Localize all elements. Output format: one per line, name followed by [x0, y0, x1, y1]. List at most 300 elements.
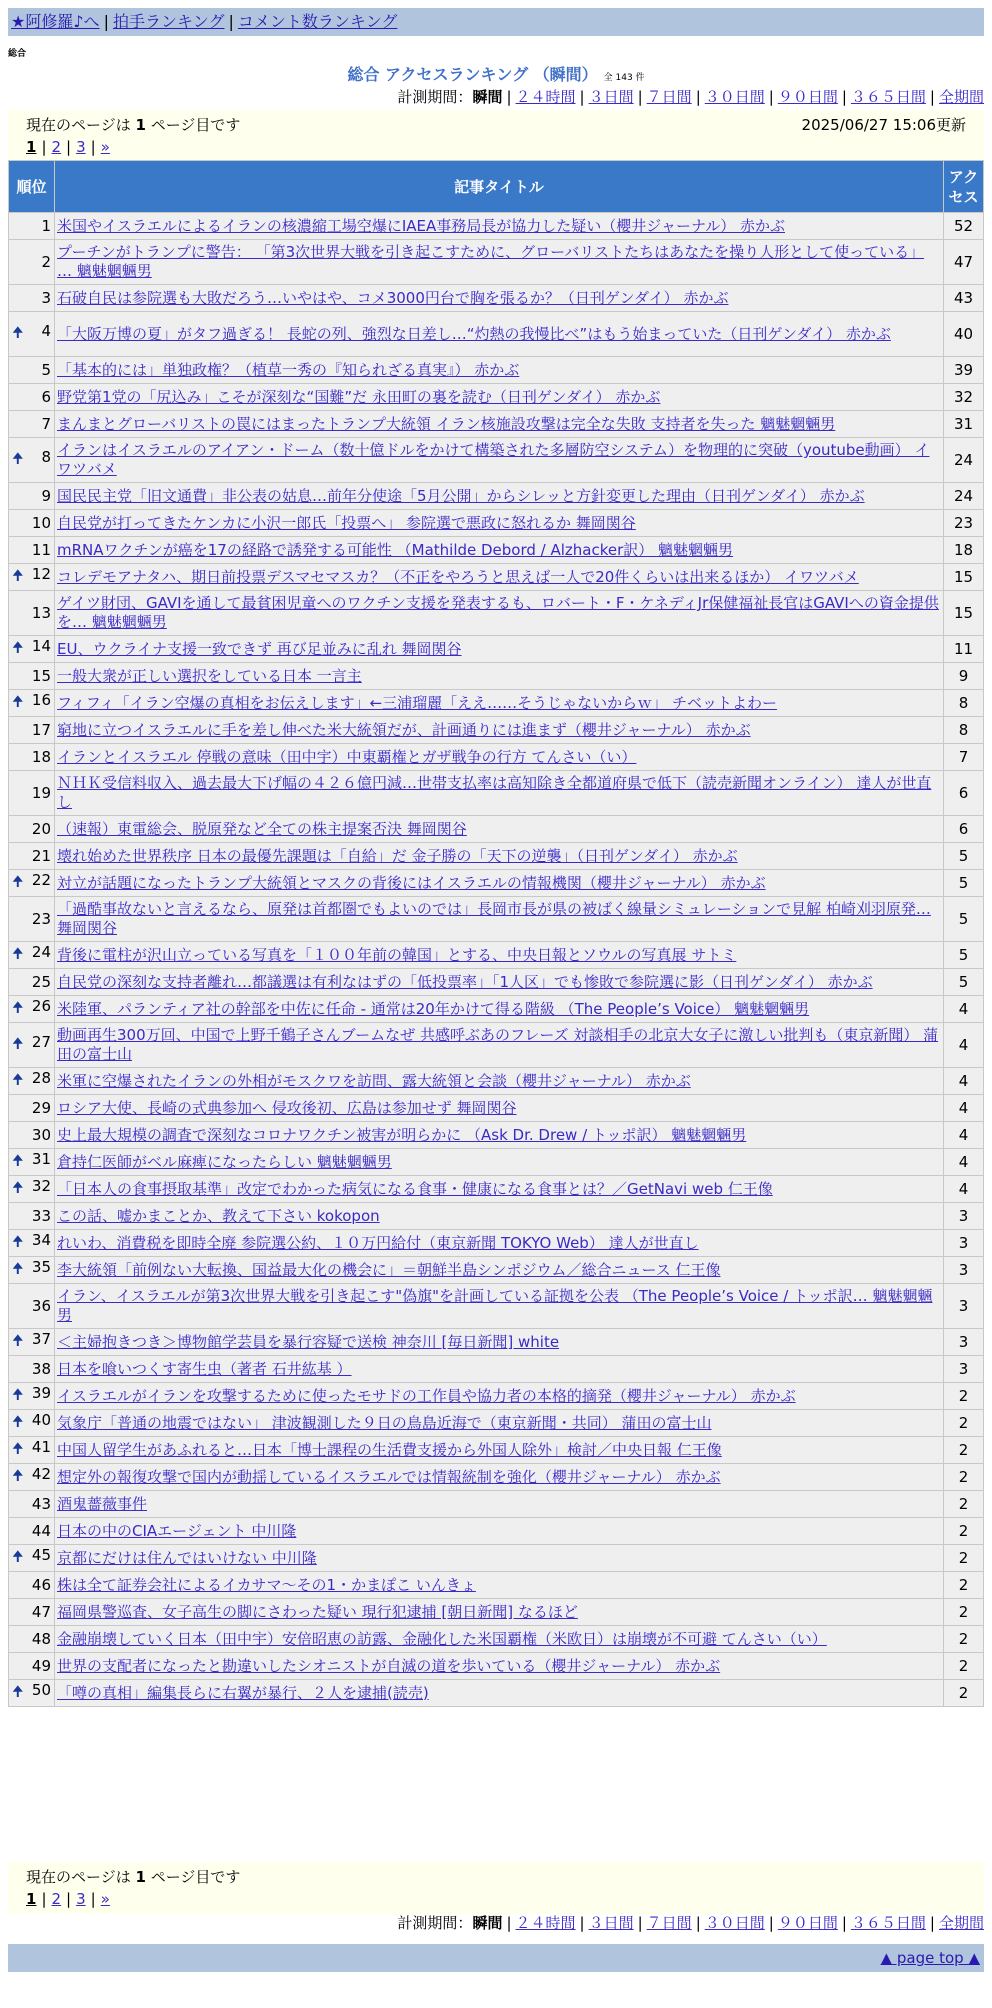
- rank-number: 17: [31, 721, 51, 739]
- period-option-link[interactable]: ３６５日間: [850, 1914, 926, 1932]
- rank-cell: [9, 438, 55, 483]
- access-count: 2: [944, 1545, 984, 1572]
- current-page-number: 1: [135, 1868, 146, 1886]
- title-cell: [55, 1023, 944, 1068]
- up-arrow-icon: 🠉: [12, 451, 24, 467]
- rank-number: 30: [31, 1126, 51, 1144]
- access-count: 2: [944, 1572, 984, 1599]
- access-count: 15: [944, 564, 984, 591]
- title-cell: [55, 816, 944, 843]
- access-count: 5: [944, 843, 984, 870]
- rank-cell: [9, 663, 55, 690]
- rank-cell: [9, 1230, 55, 1257]
- ranking-count: 全 143 件: [603, 73, 645, 83]
- table-row: [9, 1437, 984, 1464]
- up-arrow-icon: 🠉: [12, 1000, 24, 1016]
- table-row: [9, 591, 984, 636]
- title-cell: [55, 564, 944, 591]
- rank-cell: [9, 1572, 55, 1599]
- article-link[interactable]: 世界の支配者になったと勘違いしたシオニストが自滅の道を歩いている（櫻井ジャーナル） 赤かぶ: [57, 1656, 721, 1675]
- up-arrow-icon: 🠉: [12, 874, 24, 890]
- rank-cell: [9, 1284, 55, 1329]
- table-row: [9, 537, 984, 564]
- access-count: 4: [944, 1068, 984, 1095]
- rank-number: 28: [31, 1069, 51, 1087]
- up-arrow-icon: 🠉: [12, 1441, 24, 1457]
- article-link[interactable]: 想定外の報復攻撃で国内が動揺しているイスラエルでは情報統制を強化（櫻井ジャーナル） 赤かぶ: [57, 1467, 721, 1486]
- up-arrow-icon: 🠉: [12, 325, 24, 341]
- article-link[interactable]: イラン、イスラエルが第3次世界大戦を引き起こす"偽旗"を計画している証拠を公表 （The People’s Voice / トッポ訳… 魑魅魍魎男: [57, 1287, 933, 1324]
- rank-number: 43: [31, 1495, 51, 1513]
- access-count: 52: [944, 213, 984, 240]
- article-link[interactable]: 日本を喰いつくす寄生虫（著者 石井紘基 ）: [57, 1359, 352, 1378]
- nav-link-comment-ranking[interactable]: コメント数ランキング: [237, 12, 398, 31]
- up-arrow-icon: 🠉: [12, 1234, 24, 1250]
- access-count: 9: [944, 663, 984, 690]
- access-count: 2: [944, 1653, 984, 1680]
- access-count: 3: [944, 1356, 984, 1383]
- access-count: 24: [944, 483, 984, 510]
- page-current: 1: [26, 1890, 37, 1908]
- access-count: 39: [944, 357, 984, 384]
- article-link[interactable]: 「過酷事故ないと言えるなら、原発は首都圏でもよいのでは」長岡市長が県の被ばく線量シミュレーションで見解 柏崎刈羽原発… 舞岡関谷: [57, 900, 931, 937]
- rank-number: 26: [31, 997, 51, 1015]
- table-row: [9, 411, 984, 438]
- table-row: [9, 1410, 984, 1437]
- rank-number: 9: [41, 487, 51, 505]
- title-cell: [55, 690, 944, 717]
- title-cell: [55, 717, 944, 744]
- rank-cell: [9, 312, 55, 357]
- table-row: [9, 1329, 984, 1356]
- separator: |: [90, 1890, 96, 1908]
- table-row: [9, 897, 984, 942]
- title-cell: [55, 1095, 944, 1122]
- article-link[interactable]: イランとイスラエル 停戦の意味（田中宇）中東覇権とガザ戦争の行方 てんさい（い）: [57, 747, 637, 766]
- rank-cell: [9, 636, 55, 663]
- article-link[interactable]: ロシア大使、長崎の式典参加へ 侵攻後初、広島は参加せず 舞岡関谷: [57, 1098, 517, 1117]
- up-arrow-icon: 🠉: [12, 694, 24, 710]
- access-count: 2: [944, 1437, 984, 1464]
- access-count: 3: [944, 1203, 984, 1230]
- article-link[interactable]: 米陸軍、パランティア社の幹部を中佐に任命 - 通常は20年かけて得る階級 （The People’s Voice） 魑魅魍魎男: [57, 999, 810, 1018]
- table-row: [9, 1383, 984, 1410]
- rank-number: 50: [31, 1681, 51, 1699]
- rank-cell: [9, 717, 55, 744]
- article-link[interactable]: 京都にだけは住んではいけない 中川隆: [57, 1548, 317, 1567]
- page-link[interactable]: 2: [51, 138, 62, 156]
- rank-cell: [9, 1545, 55, 1572]
- rank-number: 40: [31, 1411, 51, 1429]
- title-cell: [55, 483, 944, 510]
- rank-number: 24: [31, 943, 51, 961]
- header-access: アクセス: [944, 161, 984, 213]
- article-link[interactable]: イスラエルがイランを攻撃するために使ったモサドの工作員や協力者の本格的摘発（櫻井ジャーナル） 赤かぶ: [57, 1386, 796, 1405]
- rank-cell: [9, 1464, 55, 1491]
- rank-number: 10: [31, 514, 51, 532]
- table-row: [9, 1095, 984, 1122]
- page-link[interactable]: 3: [76, 1890, 86, 1908]
- pager-status-row: [26, 114, 966, 136]
- article-link[interactable]: 国民民主党「旧文通費」非公表の姑息…前年分使途「5月公開」からシレッと方針変更した理由（日刊ゲンダイ） 赤かぶ: [57, 486, 865, 505]
- rank-cell: [9, 816, 55, 843]
- period-option-link[interactable]: ９０日間: [777, 88, 838, 106]
- rank-number: 44: [31, 1522, 51, 1540]
- table-row: [9, 1257, 984, 1284]
- access-count: 23: [944, 510, 984, 537]
- period-option-link[interactable]: ３日間: [588, 88, 634, 106]
- access-count: 5: [944, 942, 984, 969]
- title-cell: [55, 1122, 944, 1149]
- article-link[interactable]: ＜主婦抱きつき＞博物館学芸員を暴行容疑で送検 神奈川 [毎日新聞] white: [57, 1332, 560, 1351]
- pager-bottom: [8, 1862, 984, 1914]
- table-row: [9, 483, 984, 510]
- period-option-link[interactable]: ３０日間: [704, 88, 765, 106]
- title-cell: [55, 1257, 944, 1284]
- header-rank: 順位: [9, 161, 55, 213]
- ranking-title: [8, 62, 984, 85]
- article-link[interactable]: 自民党の深刻な支持者離れ…都議選は有利なはずの「低投票率」「1人区」でも惨敗で参院選に影（日刊ゲンダイ） 赤かぶ: [57, 972, 873, 991]
- rank-cell: [9, 357, 55, 384]
- access-count: 32: [944, 384, 984, 411]
- rank-number: 47: [31, 1603, 51, 1621]
- separator: |: [579, 88, 585, 106]
- access-count: 7: [944, 744, 984, 771]
- up-arrow-icon: 🠉: [12, 946, 24, 962]
- rank-cell: [9, 591, 55, 636]
- rank-number: 5: [41, 361, 51, 379]
- access-count: 5: [944, 870, 984, 897]
- rank-cell: [9, 285, 55, 312]
- article-link[interactable]: 金融崩壊していく日本（田中宇）安倍昭恵の訪露、金融化した米国覇権（米欧日）は崩壊が不可避 てんさい（い）: [57, 1629, 827, 1648]
- article-link[interactable]: 壊れ始めた世界秩序 日本の最優先課題は「自給」だ 金子勝の「天下の逆襲」（日刊ゲンダイ） 赤かぶ: [57, 846, 738, 865]
- up-arrow-icon: 🠉: [12, 1180, 24, 1196]
- article-link[interactable]: EU、ウクライナ支援一致できず 再び足並みに乱れ 舞岡関谷: [57, 639, 462, 658]
- period-option-link[interactable]: 全期間: [938, 88, 984, 106]
- article-link[interactable]: （速報）東電総会、脱原発など全ての株主提案否決 舞岡関谷: [57, 819, 467, 838]
- table-row: [9, 771, 984, 816]
- rank-number: 12: [31, 565, 51, 583]
- title-cell: [55, 1599, 944, 1626]
- up-arrow-icon: 🠉: [12, 1387, 24, 1403]
- rank-cell: [9, 996, 55, 1023]
- article-link[interactable]: 株は全て証券会社によるイカサマ〜その1・かまぽこ いんきょ: [57, 1575, 476, 1594]
- separator: |: [841, 1914, 847, 1932]
- rank-cell: [9, 744, 55, 771]
- rank-cell: [9, 564, 55, 591]
- article-link[interactable]: 「基本的には」単独政権？（植草一秀の『知られざる真実』） 赤かぶ: [57, 360, 520, 379]
- title-cell: [55, 969, 944, 996]
- rank-number: 15: [31, 667, 51, 685]
- rank-number: 36: [31, 1297, 51, 1315]
- ranking-table: [8, 160, 984, 1707]
- access-count: 40: [944, 312, 984, 357]
- article-link[interactable]: れいわ、消費税を即時全廃 参院選公約、１０万円給付（東京新聞 TOKYO Web） 達人が世直し: [57, 1233, 699, 1252]
- period-current: 瞬間: [472, 88, 503, 106]
- title-cell: [55, 240, 944, 285]
- rank-number: 48: [31, 1630, 51, 1648]
- title-cell: [55, 1176, 944, 1203]
- rank-number: 22: [31, 871, 51, 889]
- rank-number: 7: [41, 415, 51, 433]
- table-row: [9, 213, 984, 240]
- access-count: 5: [944, 969, 984, 996]
- up-arrow-icon: 🠉: [12, 568, 24, 584]
- updated-timestamp: 2025/06/27 15:06更新: [801, 116, 966, 134]
- access-count: 4: [944, 1176, 984, 1203]
- period-option-link[interactable]: 全期間: [938, 1914, 984, 1932]
- article-link[interactable]: 「噂の真相」編集長らに右翼が暴行、２人を逮捕(読売): [57, 1683, 429, 1702]
- table-header-row: [9, 161, 984, 213]
- separator: |: [841, 88, 847, 106]
- access-count: 2: [944, 1680, 984, 1707]
- rank-cell: [9, 1491, 55, 1518]
- period-option-link[interactable]: ３６５日間: [850, 88, 926, 106]
- rank-number: 6: [41, 388, 51, 406]
- up-arrow-icon: 🠉: [12, 1468, 24, 1484]
- table-row: [9, 969, 984, 996]
- rank-cell: [9, 942, 55, 969]
- article-link[interactable]: 米国やイスラエルによるイランの核濃縮工場空爆にIAEA事務局長が協力した疑い（櫻井ジャーナル） 赤かぶ: [57, 216, 785, 235]
- period-label: 計測期間：: [397, 1914, 473, 1932]
- title-cell: [55, 744, 944, 771]
- article-link[interactable]: まんまとグローバリストの罠にはまったトランプ大統領 イラン核施設攻撃は完全な失敗 支持者を失った 魑魅魍魎男: [57, 414, 836, 433]
- rank-cell: [9, 483, 55, 510]
- period-label: 計測期間：: [397, 88, 473, 106]
- rank-number: 21: [31, 847, 51, 865]
- article-link[interactable]: プーチンがトランプに警告： 「第3次世界大戦を引き起こすために、グローバリストたちはあなたを操り人形として使っている」 … 魑魅魍魎男: [57, 243, 925, 280]
- period-option-link[interactable]: ７日間: [646, 1914, 692, 1932]
- up-arrow-icon: 🠉: [12, 1549, 24, 1565]
- rank-cell: [9, 843, 55, 870]
- access-count: 3: [944, 1257, 984, 1284]
- separator: |: [579, 1914, 585, 1932]
- article-link[interactable]: コレデモアナタハ、期日前投票デスマセマスカ？（不正をやろうと思えば一人で20件くらいは出来るほか） イワツバメ: [57, 567, 859, 586]
- article-link[interactable]: イランはイスラエルのアイアン・ドーム（数十億ドルをかけて構築された多層防空システム）を物理的に突破（youtube動画） イワツバメ: [57, 441, 930, 478]
- article-link[interactable]: 気象庁「普通の地震ではない」 津波観測した９日の鳥島近海で（東京新聞・共同） 蒲田の富士山: [57, 1413, 712, 1432]
- article-link[interactable]: フィフィ「イラン空爆の真相をお伝えします」←三浦瑠麗「ええ……そうじゃないからｗ」 チベットよわー: [57, 693, 777, 712]
- period-option-link[interactable]: ３日間: [588, 1914, 634, 1932]
- nav-link-applause-ranking[interactable]: 拍手ランキング: [112, 12, 225, 31]
- article-link[interactable]: 石破自民は参院選も大敗だろう…いやはや、コメ3000円台で胸を張るか？（日刊ゲンダイ） 赤かぶ: [57, 288, 729, 307]
- title-cell: [55, 285, 944, 312]
- period-option-link[interactable]: ９０日間: [777, 1914, 838, 1932]
- rank-number: 46: [31, 1576, 51, 1594]
- up-arrow-icon: 🠉: [12, 1684, 24, 1700]
- table-row: [9, 816, 984, 843]
- table-row: [9, 1356, 984, 1383]
- table-row: [9, 357, 984, 384]
- table-row: [9, 870, 984, 897]
- article-link[interactable]: 日本の中のCIAエージェント 中川隆: [57, 1521, 297, 1540]
- page-link[interactable]: 3: [76, 138, 86, 156]
- separator: |: [506, 88, 512, 106]
- title-cell: [55, 870, 944, 897]
- period-option-link[interactable]: ２４時間: [515, 88, 576, 106]
- rank-cell: [9, 771, 55, 816]
- title-cell: [55, 1329, 944, 1356]
- period-option-link[interactable]: ３０日間: [704, 1914, 765, 1932]
- table-row: [9, 996, 984, 1023]
- article-link[interactable]: 自民党が打ってきたケンカに小沢一郎氏「投票へ」 参院選で悪政に怒れるか 舞岡関谷: [57, 513, 636, 532]
- title-cell: [55, 1572, 944, 1599]
- access-count: 5: [944, 897, 984, 942]
- article-link[interactable]: 史上最大規模の調査で深刻なコロナワクチン被害が明らかに （Ask Dr. Drew / トッポ訳） 魑魅魍魎男: [57, 1125, 747, 1144]
- article-link[interactable]: 中国人留学生があふれると…日本「博士課程の生活費支援から外国人除外」検討／中央日報 仁王像: [57, 1440, 722, 1459]
- rank-number: 37: [31, 1330, 51, 1348]
- rank-cell: [9, 1329, 55, 1356]
- article-link[interactable]: 対立が話題になったトランプ大統領とマスクの背後にはイスラエルの情報機関（櫻井ジャーナル） 赤かぶ: [57, 873, 766, 892]
- rank-cell: [9, 1257, 55, 1284]
- rank-number: 32: [31, 1177, 51, 1195]
- rank-cell: [9, 1149, 55, 1176]
- article-link[interactable]: 酒鬼薔薇事件: [57, 1494, 148, 1513]
- article-link[interactable]: 動画再生300万回、中国で上野千鶴子さんブームなぜ 共感呼ぶあのフレーズ 対談相手の北京大女子に激しい批判も（東京新聞） 蒲田の富士山: [57, 1026, 939, 1063]
- top-nav-bar: ★阿修羅♪へ | 拍手ランキング | コメント数ランキング: [8, 8, 984, 36]
- table-row: [9, 663, 984, 690]
- rank-number: 3: [41, 289, 51, 307]
- rank-cell: [9, 1203, 55, 1230]
- rank-cell: [9, 1518, 55, 1545]
- table-row: [9, 1545, 984, 1572]
- article-link[interactable]: mRNAワクチンが癌を17の経路で誘発する可能性 （Mathilde Debord / Alzhacker訳） 魑魅魍魎男: [57, 540, 734, 559]
- article-link[interactable]: 李大統領「前例ない大転換、国益最大化の機会に」＝朝鮮半島シンポジウム／総合ニュース 仁王像: [57, 1260, 721, 1279]
- access-count: 2: [944, 1383, 984, 1410]
- title-cell: [55, 1626, 944, 1653]
- nav-link-asyura[interactable]: ★阿修羅♪へ: [11, 12, 100, 31]
- separator: |: [637, 88, 643, 106]
- period-option-link[interactable]: ２４時間: [515, 1914, 576, 1932]
- up-arrow-icon: 🠉: [12, 1261, 24, 1277]
- current-page-pre: 現在のページは: [26, 116, 131, 134]
- access-count: 2: [944, 1410, 984, 1437]
- separator: |: [929, 88, 935, 106]
- rank-cell: [9, 213, 55, 240]
- access-count: 11: [944, 636, 984, 663]
- separator: |: [929, 1914, 935, 1932]
- next-page-link[interactable]: »: [100, 1890, 110, 1908]
- article-link[interactable]: この話、嘘かまことか、教えて下さい kokopon: [57, 1206, 380, 1225]
- title-cell: [55, 1437, 944, 1464]
- article-link[interactable]: 米軍に空爆されたイランの外相がモスクワを訪問、露大統領と会談（櫻井ジャーナル） 赤かぶ: [57, 1071, 691, 1090]
- table-row: [9, 438, 984, 483]
- article-link[interactable]: 野党第1党の「尻込み」こそが深刻な“国難”だ 永田町の裏を読む（日刊ゲンダイ） 赤かぶ: [57, 387, 661, 406]
- article-link[interactable]: 倉持仁医師がベル麻痺になったらしい 魑魅魍魎男: [57, 1152, 392, 1171]
- current-page-text: [26, 1866, 240, 1888]
- rank-number: 16: [31, 691, 51, 709]
- rank-number: 14: [31, 637, 51, 655]
- table-row: [9, 1023, 984, 1068]
- table-row: [9, 1680, 984, 1707]
- title-cell: [55, 312, 944, 357]
- up-arrow-icon: 🠉: [12, 1036, 24, 1052]
- pager-links: [26, 1888, 966, 1910]
- rank-cell: [9, 1023, 55, 1068]
- rank-number: 31: [31, 1150, 51, 1168]
- page-link[interactable]: 2: [51, 1890, 62, 1908]
- rank-number: 18: [31, 748, 51, 766]
- rank-number: 4: [41, 322, 51, 340]
- rank-cell: [9, 1122, 55, 1149]
- title-cell: [55, 1149, 944, 1176]
- up-arrow-icon: 🠉: [12, 1072, 24, 1088]
- access-count: 4: [944, 1122, 984, 1149]
- separator: |: [695, 1914, 701, 1932]
- title-cell: [55, 996, 944, 1023]
- article-link[interactable]: ゲイツ財団、GAVIを通して最貧困児童へのワクチン支援を発表するも、ロバート・F・ケネディJr保健福祉長官はGAVIへの資金提供を… 魑魅魍魎男: [57, 594, 939, 631]
- table-row: [9, 1599, 984, 1626]
- article-link[interactable]: 「大阪万博の夏」がタフ過ぎる！ 長蛇の列、強烈な日差し…“灼熱の我慢比べ”はもう始まっていた（日刊ゲンダイ） 赤かぶ: [57, 324, 891, 343]
- page-current: 1: [26, 138, 37, 156]
- next-page-link[interactable]: »: [100, 138, 110, 156]
- title-cell: [55, 1545, 944, 1572]
- title-cell: [55, 591, 944, 636]
- title-cell: [55, 1680, 944, 1707]
- current-page-post: ページ目です: [150, 116, 241, 134]
- title-cell: [55, 771, 944, 816]
- table-row: [9, 1491, 984, 1518]
- rank-cell: [9, 1383, 55, 1410]
- title-cell: [55, 1284, 944, 1329]
- access-count: 8: [944, 690, 984, 717]
- period-selector-top: [397, 86, 984, 107]
- title-cell: [55, 510, 944, 537]
- separator: |: [41, 138, 47, 156]
- up-arrow-icon: 🠉: [12, 1333, 24, 1349]
- table-row: [9, 1626, 984, 1653]
- table-row: [9, 1464, 984, 1491]
- rank-cell: [9, 1680, 55, 1707]
- ranking-title-text: 総合 アクセスランキング （瞬間）: [347, 65, 598, 84]
- title-cell: [55, 1491, 944, 1518]
- header-title: 記事タイトル: [55, 161, 944, 213]
- table-row: [9, 1572, 984, 1599]
- rank-cell: [9, 690, 55, 717]
- period-current: 瞬間: [472, 1914, 503, 1932]
- table-row: [9, 1653, 984, 1680]
- rank-number: 20: [31, 820, 51, 838]
- title-cell: [55, 1653, 944, 1680]
- separator: |: [90, 138, 96, 156]
- rank-cell: [9, 537, 55, 564]
- section-tag: 総合: [8, 49, 27, 59]
- table-row: [9, 1122, 984, 1149]
- current-page-number: 1: [135, 116, 146, 134]
- table-row: [9, 285, 984, 312]
- rank-number: 25: [31, 973, 51, 991]
- rank-cell: [9, 1437, 55, 1464]
- title-cell: [55, 1068, 944, 1095]
- access-count: 3: [944, 1284, 984, 1329]
- access-count: 4: [944, 1095, 984, 1122]
- table-row: [9, 843, 984, 870]
- access-count: 15: [944, 591, 984, 636]
- separator: |: [66, 1890, 72, 1908]
- article-link[interactable]: 「日本人の食事摂取基準」改定でわかった病気になる食事・健康になる食事とは？／GetNavi web 仁王像: [57, 1179, 773, 1198]
- period-option-link[interactable]: ７日間: [646, 88, 692, 106]
- article-link[interactable]: 背後に電柱が沢山立っている写真を「１００年前の韓国」とする、中央日報とソウルの写真展 サトミ: [57, 945, 737, 964]
- access-count: 43: [944, 285, 984, 312]
- article-link[interactable]: 窮地に立つイスラエルに手を差し伸べた米大統領だが、計画通りには進まず（櫻井ジャーナル） 赤かぶ: [57, 720, 751, 739]
- rank-number: 33: [31, 1207, 51, 1225]
- rank-number: 45: [31, 1546, 51, 1564]
- article-link[interactable]: 福岡県警巡査、女子高生の脚にさわった疑い 現行犯逮捕 [朝日新聞] なるほど: [57, 1602, 578, 1621]
- page-top-link[interactable]: ▲ page top ▲: [880, 1949, 980, 1967]
- rank-number: 41: [31, 1438, 51, 1456]
- rank-number: 1: [41, 217, 51, 235]
- article-link[interactable]: ＮＨＫ受信料収入、過去最大下げ幅の４２６億円減…世帯支払率は高知除き全都道府県で低下（読売新聞オンライン） 達人が世直し: [57, 774, 932, 811]
- article-link[interactable]: 一般大衆が正しい選択をしている日本 一言主: [57, 666, 362, 685]
